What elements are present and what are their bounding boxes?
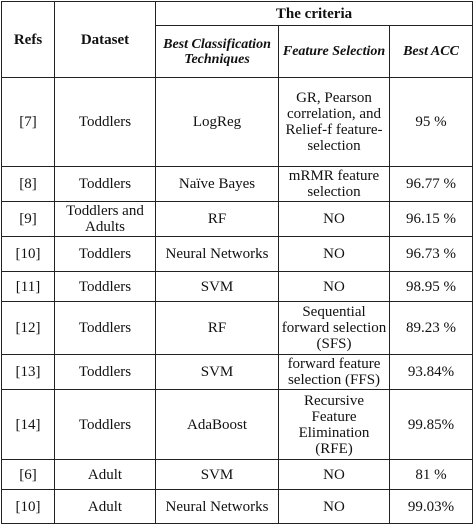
cell-feature: NO [279, 272, 390, 302]
cell-acc: 98.95 % [390, 272, 473, 302]
cell-feature: forward feature selection (FFS) [279, 355, 390, 390]
cell-acc: 96.77 % [390, 167, 473, 202]
cell-ref: [11] [2, 272, 55, 302]
cell-feature: Sequential forward selection (SFS) [279, 302, 390, 355]
table-row [2, 390, 473, 460]
table-row [2, 272, 473, 302]
cell-dataset: Toddlers [55, 355, 156, 390]
cell-dataset: Toddlers [55, 302, 156, 355]
cell-acc: 99.85% [390, 390, 473, 460]
cell-technique: Neural Networks [156, 237, 279, 272]
table-row [2, 302, 473, 355]
cell-dataset: Toddlers [55, 272, 156, 302]
table-row [2, 78, 473, 167]
cell-dataset: Toddlers [55, 237, 156, 272]
header-dataset: Dataset [55, 2, 156, 78]
cell-technique: LogReg [156, 78, 279, 167]
cell-acc: 95 % [390, 78, 473, 167]
cell-ref: [10] [2, 237, 55, 272]
header-best-acc: Best ACC [390, 26, 473, 78]
cell-dataset: Toddlers [55, 390, 156, 460]
cell-technique: AdaBoost [156, 390, 279, 460]
cell-acc: 93.84% [390, 355, 473, 390]
cell-acc: 96.15 % [390, 202, 473, 237]
cell-ref: [14] [2, 390, 55, 460]
cell-feature: NO [279, 237, 390, 272]
criteria-comparison-table [1, 1, 473, 524]
cell-ref: [9] [2, 202, 55, 237]
cell-acc: 89.23 % [390, 302, 473, 355]
cell-technique: RF [156, 302, 279, 355]
cell-dataset: Toddlers and Adults [55, 202, 156, 237]
header-row-top [2, 2, 473, 26]
cell-technique: SVM [156, 272, 279, 302]
cell-ref: [13] [2, 355, 55, 390]
cell-ref: [6] [2, 460, 55, 490]
table-row [2, 167, 473, 202]
cell-technique: SVM [156, 355, 279, 390]
cell-ref: [7] [2, 78, 55, 167]
table-row [2, 490, 473, 524]
table-row [2, 460, 473, 490]
cell-ref: [10] [2, 490, 55, 524]
header-refs: Refs [2, 2, 55, 78]
cell-acc: 96.73 % [390, 237, 473, 272]
cell-acc: 81 % [390, 460, 473, 490]
cell-dataset: Toddlers [55, 78, 156, 167]
cell-technique: RF [156, 202, 279, 237]
cell-feature: NO [279, 460, 390, 490]
cell-technique: Naïve Bayes [156, 167, 279, 202]
header-criteria: The criteria [156, 2, 473, 26]
cell-feature: NO [279, 490, 390, 524]
cell-feature: NO [279, 202, 390, 237]
cell-acc: 99.03% [390, 490, 473, 524]
table-row [2, 355, 473, 390]
header-technique: Best Classification Techniques [156, 26, 279, 78]
cell-dataset: Adult [55, 490, 156, 524]
header-feature-selection: Feature Selection [279, 26, 390, 78]
cell-ref: [12] [2, 302, 55, 355]
cell-technique: SVM [156, 460, 279, 490]
cell-feature: GR, Pearson correlation, and Relief-f feature-selection [279, 78, 390, 167]
table-row [2, 202, 473, 237]
cell-technique: Neural Networks [156, 490, 279, 524]
cell-dataset: Toddlers [55, 167, 156, 202]
cell-ref: [8] [2, 167, 55, 202]
table-row [2, 237, 473, 272]
cell-dataset: Adult [55, 460, 156, 490]
cell-feature: mRMR feature selection [279, 167, 390, 202]
cell-feature: Recursive Feature Elimination (RFE) [279, 390, 390, 460]
